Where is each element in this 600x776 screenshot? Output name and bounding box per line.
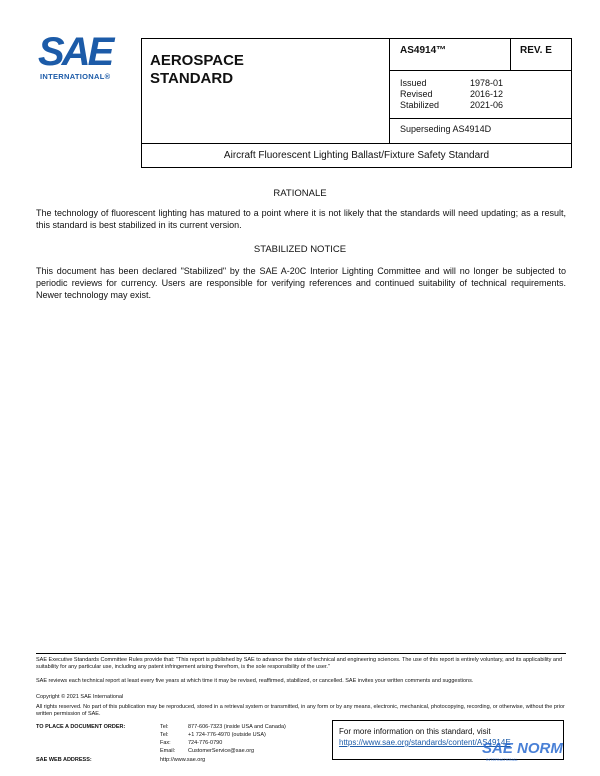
footer-rule [36, 653, 566, 654]
web-address-link[interactable]: http://www.sae.org [160, 757, 206, 763]
contact-email[interactable]: CustomerService@sae.org [188, 748, 255, 754]
stabilized-heading: STABILIZED NOTICE [253, 244, 347, 255]
document-title: Aircraft Fluorescent Lighting Ballast/Fixture Safety Standard [223, 150, 490, 161]
contact-value-1: 877-606-7323 (inside USA and Canada) [188, 724, 286, 730]
date-row-issued: Issued [400, 78, 427, 88]
contact-label-3: Fax: [160, 740, 171, 746]
footer-copyright: Copyright © 2021 SAE International [36, 694, 124, 700]
date-value-issued: 1978-01 [470, 78, 504, 88]
contact-label-4: Email: [160, 748, 176, 754]
superseding-note: Superseding AS4914D [400, 124, 492, 134]
sae-logo-mark: SAE [38, 30, 112, 74]
title-line-2: STANDARD [150, 70, 234, 87]
date-value-stabilized: 2021-06 [470, 100, 504, 110]
revision-label: REV. E [520, 45, 552, 56]
date-row-revised: Revised [400, 89, 433, 99]
date-value-revised: 2016-12 [470, 89, 504, 99]
header-divider-vertical [389, 38, 390, 143]
info-line: For more information on this standard, visit [339, 727, 491, 736]
header-docnum-rule [389, 70, 572, 71]
contact-value-3: 724-776-0790 [188, 740, 223, 746]
footer-note-review: SAE reviews each technical report at least every five years at which time it may be revised, reaffirmed, stabilized, or cancelled. SAE invites your written comments and suggestions. [36, 678, 474, 684]
order-label: TO PLACE A DOCUMENT ORDER: [36, 724, 126, 730]
date-row-stabilized: Stabilized [400, 100, 440, 110]
watermark-logo: SAE NORM [482, 740, 563, 757]
contact-label-1: Tel: [160, 724, 169, 730]
rationale-heading: RATIONALE [273, 188, 327, 199]
contact-value-2: +1 724-776-4970 (outside USA) [188, 732, 266, 738]
sae-logo-tagline: INTERNATIONAL® [40, 72, 111, 81]
header-title-rule [141, 143, 572, 144]
header-dates-rule [389, 118, 572, 119]
header-rev-divider [510, 38, 511, 70]
web-label: SAE WEB ADDRESS: [36, 757, 92, 763]
rationale-text: The technology of fluorescent lighting has matured to a point where it is not likely that the standards will need updating; as a result, this standard is best stabilized in its current version. [36, 208, 566, 230]
document-number: AS4914™ [400, 45, 447, 56]
title-line-1: AEROSPACE [150, 52, 244, 69]
contact-label-2: Tel: [160, 732, 169, 738]
standard-url-link[interactable]: https://www.sae.org/standards/content/AS4914E [339, 738, 511, 747]
page-title [150, 52, 244, 88]
footer-rights: All rights reserved. No part of this publication may be reproduced, stored in a retrieval system or transmitted, in any form or by any means, electronic, mechanical, photocopying, recording, or otherwise, without the prior written permission of SAE. [36, 704, 565, 717]
watermark-sub: INTERNATIONAL [486, 757, 518, 762]
footer-note-rules: SAE Executive Standards Committee Rules provide that: "This report is published by SAE to advance the state of technical and engineering sciences. The use of this report is entirely voluntary, and its applicability and suitability for any particular use, including any patent infringement arising therefrom, is the sole responsibility of the user." [36, 657, 563, 670]
stabilized-text: This document has been declared "Stabilized" by the SAE A-20C Interior Lighting Committee and will no longer be subjected to periodic reviews for currency. Users are responsible for verifying references and continued suitability of technical requirements. Newer technology may exist. [36, 266, 566, 300]
